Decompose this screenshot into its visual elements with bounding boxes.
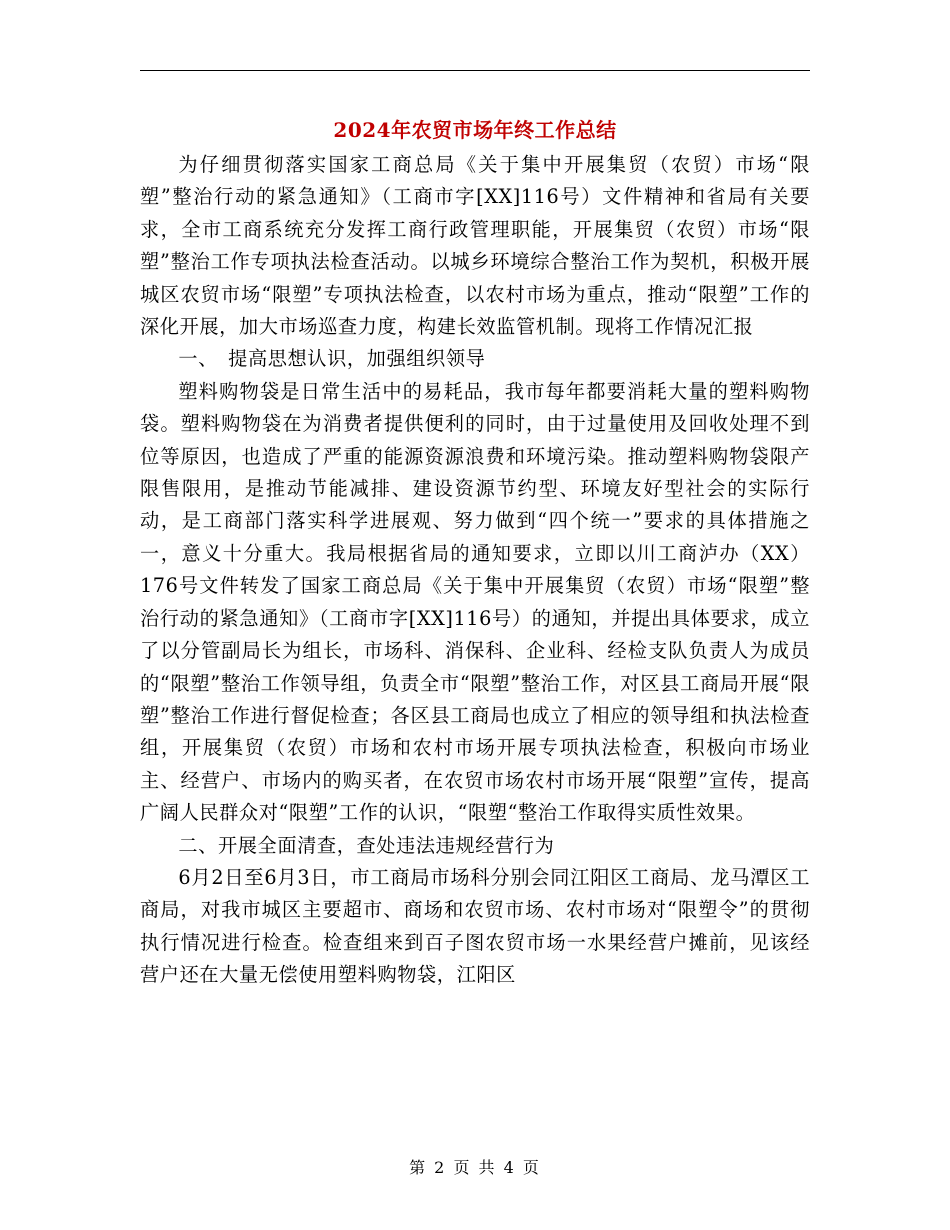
document-body [140, 149, 810, 992]
page-footer: 第 2 页 共 4 页 [409, 1158, 541, 1177]
section-heading-2: 二、开展全面清查，查处违法违规经营行为 [178, 833, 555, 857]
paragraph-section-1: 塑料购物袋是日常生活中的易耗品，我市每年都要消耗大量的塑料购物袋。塑料购物袋在为消费者提供便利的同时，由于过量使用及回收处理不到位等原因，也造成了严重的能源资源浪费和环境污染。推动塑料购物袋限产限售限用，是推动节能减排、建设资源节约型、环境友好型社会的实际行动，是工商部门落实科学进展观、努力做到“四个统一”要求的具体措施之一，意义十分重大。我局根据省局的通知要求，立即以川工商泸办（XX）176号文件转发了国家工商总局《关于集中开展集贸（农贸）市场“限塑”整治行动的紧急通知》（工商市字[XX]116号）的通知，并提出具体要求，成立了以分管副局长为组长，市场科、消保科、企业科、经检支队负责人为成员的“限塑”整治工作领导组，负责全市“限塑”整治工作，对区县工商局开展“限塑”整治工作进行督促检查；各区县工商局也成立了相应的领导组和执法检查组，开展集贸（农贸）市场和农村市场开展专项执法检查，积极向市场业主、经营户、市场内的购买者，在农贸市场农村市场开展“限塑”宣传，提高广阔人民群众对“限塑”工作的认识，“限塑“整治工作取得实质性效果。 [140, 379, 810, 825]
paragraph-section-2: 6月2日至6月3日，市工商局市场科分别会同江阳区工商局、龙马潭区工商局，对我市城区主要超市、商场和农贸市场、农村市场对“限塑令”的贯彻执行情况进行检查。检查组来到百子图农贸市场一水果经营户摊前，见该经营户还在大量无偿使用塑料购物袋，江阳区 [140, 865, 810, 987]
paragraph-intro: 为仔细贯彻落实国家工商总局《关于集中开展集贸（农贸）市场“限塑”整治行动的紧急通知》（工商市字[XX]116号）文件精神和省局有关要求，全市工商系统充分发挥工商行政管理职能，开展集贸（农贸）市场“限塑”整治工作专项执法检查活动。以城乡环境综合整治工作为契机，积极开展城区农贸市场“限塑”专项执法检查，以农村市场为重点，推动“限塑”工作的深化开展，加大市场巡查力度，构建长效监管机制。现将工作情况汇报 [140, 153, 810, 339]
section-heading-1: 一、 提高思想认识，加强组织领导 [178, 347, 486, 371]
header-rule [140, 70, 810, 71]
document-title: 2024年农贸市场年终工作总结 [333, 118, 617, 142]
